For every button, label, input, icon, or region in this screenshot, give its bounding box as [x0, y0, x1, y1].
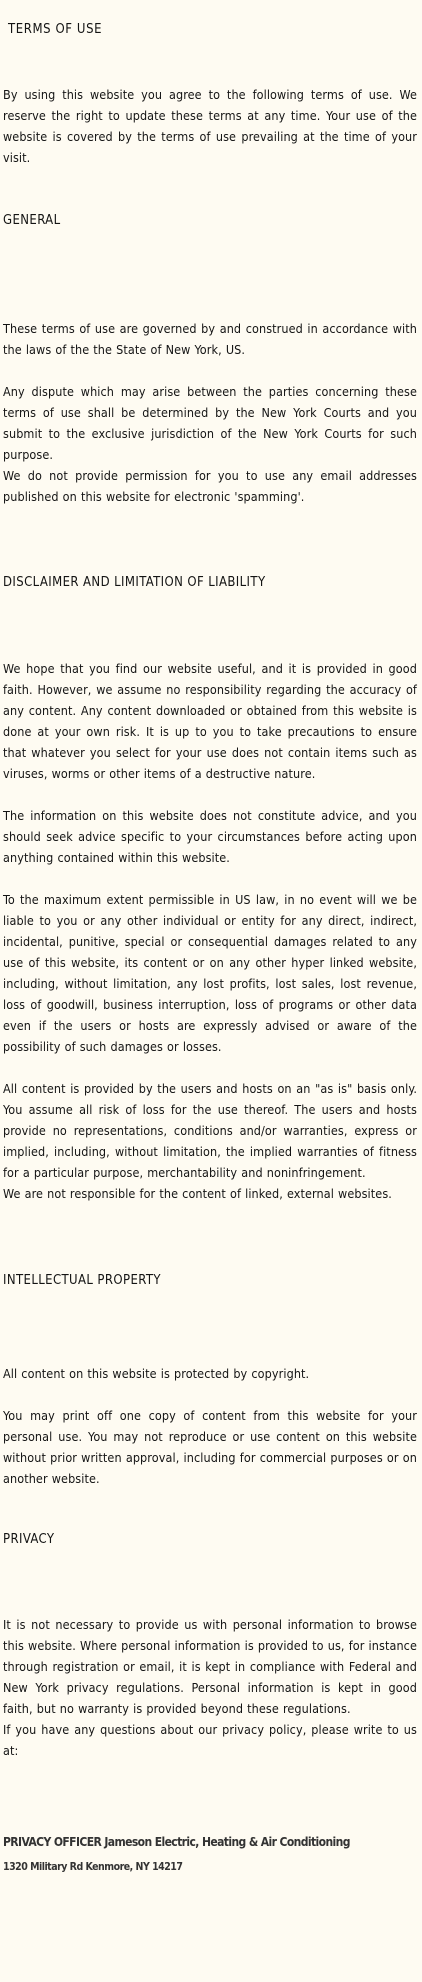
disclaimer-paragraph-3: To the maximum extent permissible in US law, in no event will we be liable to you or any other individual or entity for any direct, indirect, incidental, punitive, special or consequential damages related to any use of this website, its content or on any other hyper linked website, including, without limitation, any lost profits, lost sales, lost revenue, loss of goodwill, business interruption, loss of programs or other data even if the users or hosts are expressly advised or aware of the possibility of such damages or losses.	[3, 892, 417, 1054]
disclaimer-paragraph-4: All content is provided by the users and hosts on an "as is" basis only. You assume all risk of loss for the use thereof. The users and hosts provide no representations, conditions and/or warranties, express or implied, including, without limitation, the implied warranties of fitness for a particular purpose, merchantability and noninfringement.	[3, 1081, 417, 1180]
section-heading-privacy: PRIVACY	[3, 1532, 55, 1547]
privacy-paragraph-2: If you have any questions about our privacy policy, please write to us at:	[3, 1722, 417, 1758]
ip-paragraph-2: You may print off one copy of content from this website for your personal use. You may not reproduce or use content on this website without prior written approval, including for commercial purposes or on another website.	[3, 1408, 417, 1486]
section-heading-intellectual-property: INTELLECTUAL PROPERTY	[3, 1273, 161, 1288]
ip-paragraph-1: All content on this website is protected by copyright.	[3, 1366, 310, 1381]
general-paragraph-3: We do not provide permission for you to use any email addresses published on this website for electronic 'spamming'.	[3, 468, 417, 504]
contact-address-line: 1320 Military Rd Kenmore, NY 14217	[3, 1861, 183, 1873]
disclaimer-paragraph-2: The information on this website does not constitute advice, and you should seek advice specific to your circumstances before acting upon anything contained within this website.	[3, 808, 417, 865]
privacy-paragraph-1: It is not necessary to provide us with personal information to browse this website. Where personal information is provided to us, for instance through registration or email, it is kept in compliance with Federal and New York privacy regulations. Personal information is kept in good faith, but no warranty is provided beyond these regulations.	[3, 1617, 417, 1716]
disclaimer-paragraph-1: We hope that you find our website useful, and it is provided in good faith. However, we assume no responsibility regarding the accuracy of any content. Any content downloaded or obtained from this website is done at your own risk. It is up to you to take precautions to ensure that whatever you select for your use does not contain items such as viruses, worms or other items of a destructive nature.	[3, 661, 417, 781]
contact-name-line: PRIVACY OFFICER Jameson Electric, Heating & Air Conditioning	[3, 1835, 350, 1849]
disclaimer-paragraph-5: We are not responsible for the content of linked, external websites.	[3, 1186, 392, 1201]
page-title: TERMS OF USE	[8, 22, 103, 37]
intro-paragraph: By using this website you agree to the following terms of use. We reserve the right to update these terms at any time. Your use of the website is covered by the terms of use prevailing at the time of your visit.	[3, 87, 417, 165]
section-heading-disclaimer: DISCLAIMER AND LIMITATION OF LIABILITY	[3, 575, 266, 590]
general-paragraph-1: These terms of use are governed by and construed in accordance with the laws of the the State of New York, US.	[3, 321, 417, 357]
general-paragraph-2: Any dispute which may arise between the parties concerning these terms of use shall be determined by the New York Courts and you submit to the exclusive jurisdiction of the New York Courts for such purpose.	[3, 384, 417, 462]
section-heading-general: GENERAL	[3, 213, 61, 228]
